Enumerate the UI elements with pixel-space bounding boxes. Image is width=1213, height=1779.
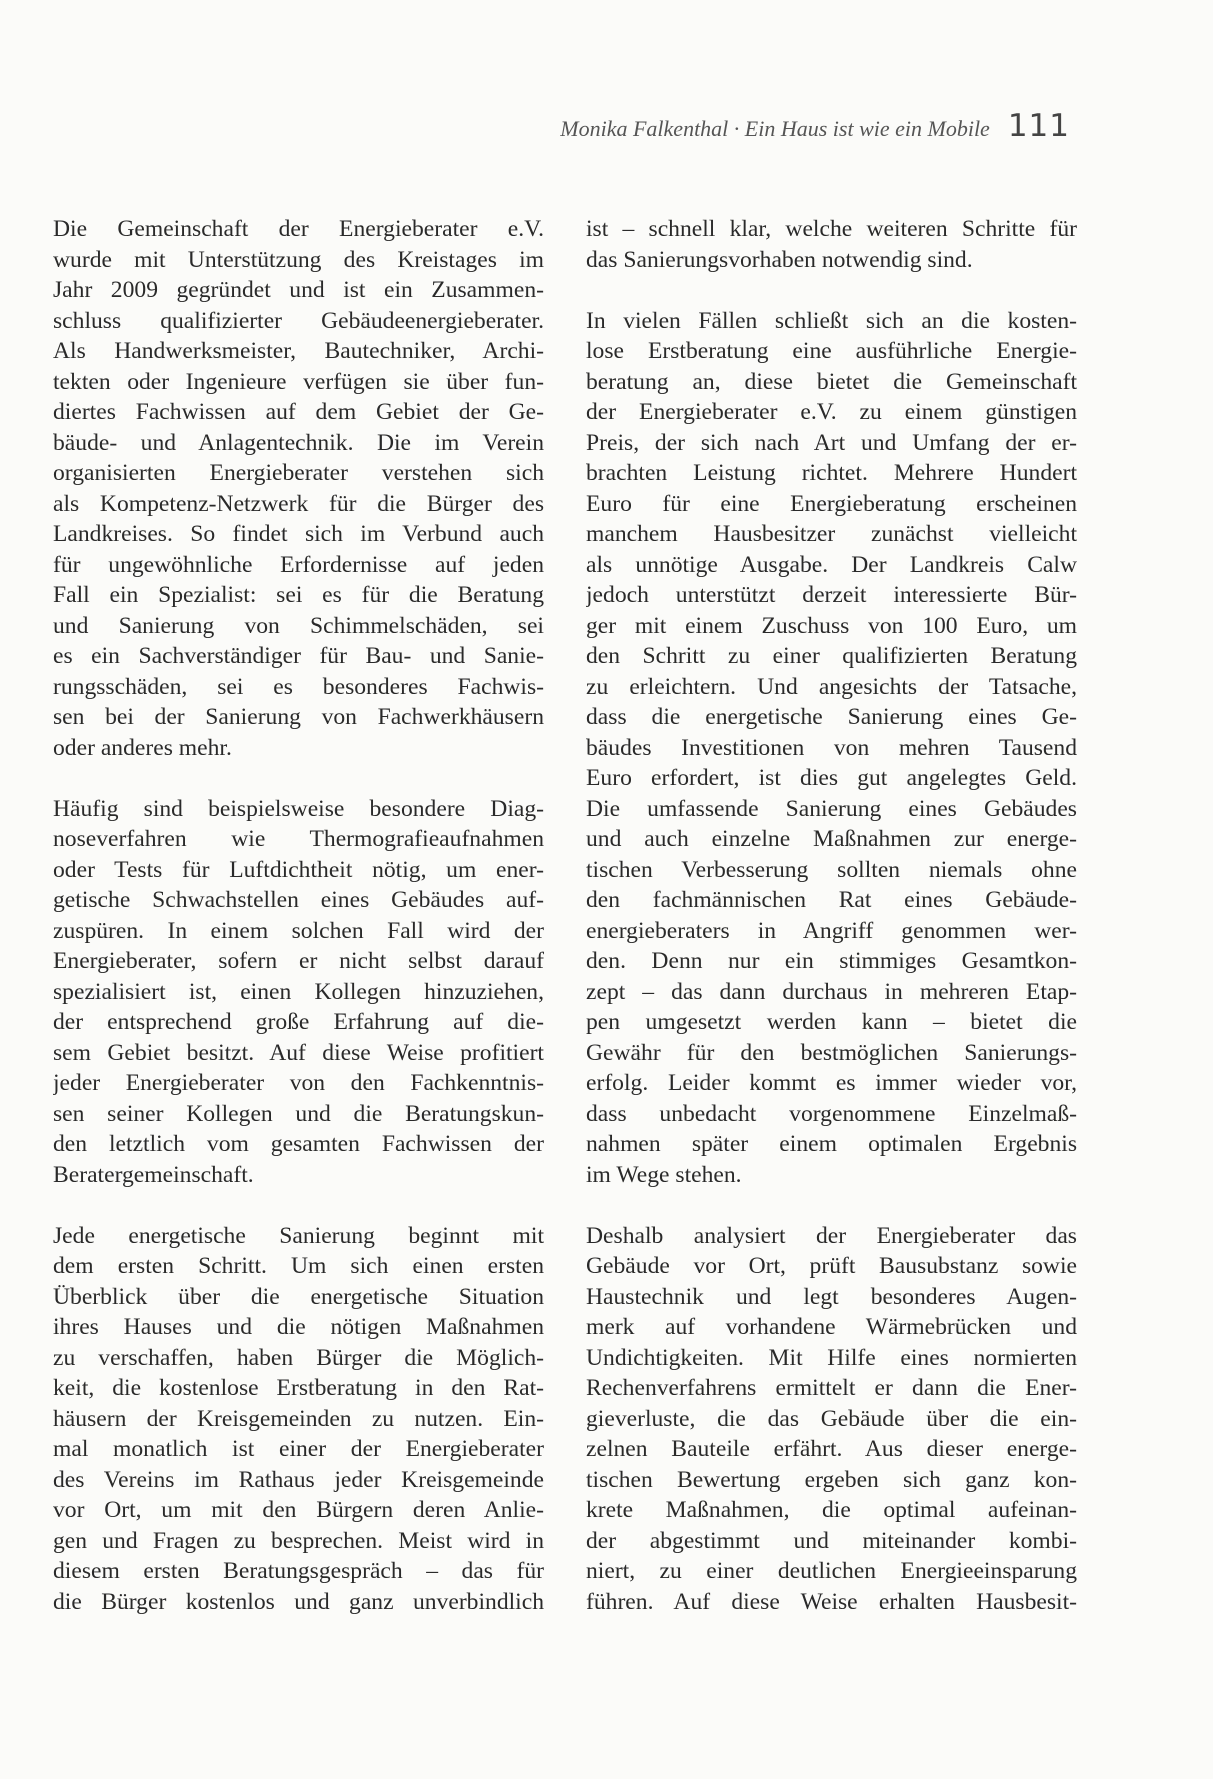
text-line: Gebäude vor Ort, prüft Bausubstanz sowie bbox=[586, 1253, 1077, 1279]
text-line: oder Tests für Luftdichtheit nötig, um ener- bbox=[53, 856, 544, 883]
text-line: im Wege stehen. bbox=[586, 1161, 742, 1188]
text-line: mal monatlich ist einer der Energieberater bbox=[53, 1436, 544, 1462]
paragraph bbox=[53, 794, 544, 1191]
text-line: Jahr 2009 gegründet und ist ein Zusammen- bbox=[53, 277, 544, 303]
text-line: Energieberater, sofern er nicht selbst darauf bbox=[53, 948, 544, 974]
text-line: gen und Fragen zu besprechen. Meist wird in bbox=[53, 1527, 544, 1554]
text-line: energieberaters in Angriff genommen wer- bbox=[586, 917, 1077, 944]
text-line: In vielen Fällen schließt sich an die kosten- bbox=[586, 307, 1077, 334]
page-header bbox=[560, 108, 1070, 144]
text-line: Häufig sind beispielsweise besondere Diag- bbox=[53, 795, 544, 822]
text-line: die Bürger kostenlos und ganz unverbindlich bbox=[53, 1588, 544, 1615]
text-line: gieverluste, die das Gebäude über die ein- bbox=[586, 1405, 1077, 1432]
text-line: erfolg. Leider kommt es immer wieder vor, bbox=[586, 1070, 1077, 1096]
page-number: 111 bbox=[1007, 108, 1070, 144]
text-line: getische Schwachstellen eines Gebäudes auf- bbox=[53, 887, 544, 913]
text-line: noseverfahren wie Thermografieaufnahmen bbox=[53, 826, 544, 852]
text-line: Überblick über die energetische Situation bbox=[53, 1283, 544, 1310]
text-line: niert, zu einer deutlichen Energieeinsparung bbox=[586, 1558, 1077, 1584]
text-line: Euro für eine Energieberatung erscheinen bbox=[586, 490, 1077, 517]
text-line: der abgestimmt und miteinander kombi- bbox=[586, 1527, 1077, 1554]
text-line: Die umfassende Sanierung eines Gebäudes bbox=[586, 795, 1077, 822]
text-line: spezialisiert ist, einen Kollegen hinzuziehen, bbox=[53, 978, 544, 1005]
text-line: Rechenverfahrens ermittelt er dann die Ener- bbox=[586, 1375, 1077, 1401]
text-line: krete Maßnahmen, die optimal aufeinan- bbox=[586, 1497, 1077, 1523]
text-line: den Schritt zu einer qualifizierten Beratung bbox=[586, 643, 1077, 669]
text-line: Landkreises. So findet sich im Verbund auch bbox=[53, 521, 544, 547]
text-line: tischen Verbesserung sollten niemals ohne bbox=[586, 856, 1077, 883]
paragraph-gap bbox=[586, 1190, 1077, 1221]
text-line: ihres Hauses und die nötigen Maßnahmen bbox=[53, 1314, 544, 1340]
text-line: Preis, der sich nach Art und Umfang der er- bbox=[586, 429, 1077, 456]
text-line: Als Handwerksmeister, Bautechniker, Archi- bbox=[53, 338, 544, 364]
text-line: jedoch unterstützt derzeit interessierte Bür- bbox=[586, 582, 1077, 608]
text-line: sem Gebiet besitzt. Auf diese Weise profitiert bbox=[53, 1039, 544, 1066]
paragraph bbox=[53, 1221, 544, 1618]
text-line: beratung an, diese bietet die Gemeinschaft bbox=[586, 368, 1077, 395]
text-line: Jede energetische Sanierung beginnt mit bbox=[53, 1222, 544, 1249]
paragraph bbox=[586, 306, 1077, 1191]
text-line: wurde mit Unterstützung des Kreistages im bbox=[53, 246, 544, 273]
text-line: zuspüren. In einem solchen Fall wird der bbox=[53, 917, 544, 944]
text-line: zu erleichtern. Und angesichts der Tatsache, bbox=[586, 673, 1077, 700]
text-line: tischen Bewertung ergeben sich ganz kon- bbox=[586, 1466, 1077, 1493]
text-line: organisierten Energieberater verstehen sich bbox=[53, 460, 544, 486]
paragraph-gap bbox=[586, 275, 1077, 306]
text-line: Deshalb analysiert der Energieberater das bbox=[586, 1222, 1077, 1249]
text-line: dass die energetische Sanierung eines Ge- bbox=[586, 704, 1077, 730]
text-line: als Kompetenz-Netzwerk für die Bürger des bbox=[53, 490, 544, 517]
paragraph bbox=[586, 214, 1077, 275]
paragraph bbox=[586, 1221, 1077, 1618]
text-line: dem ersten Schritt. Um sich einen ersten bbox=[53, 1253, 544, 1279]
right-column bbox=[586, 214, 1077, 1617]
text-line: häusern der Kreisgemeinden zu nutzen. Ein- bbox=[53, 1405, 544, 1432]
text-line: merk auf vorhandene Wärmebrücken und bbox=[586, 1314, 1077, 1340]
text-line: Gewähr für den bestmöglichen Sanierungs- bbox=[586, 1039, 1077, 1066]
text-line: der entsprechend große Erfahrung auf die- bbox=[53, 1009, 544, 1035]
text-line: den. Denn nur ein stimmiges Gesamtkon- bbox=[586, 948, 1077, 974]
text-line: Die Gemeinschaft der Energieberater e.V. bbox=[53, 216, 544, 242]
paragraph bbox=[53, 214, 544, 763]
text-line: jeder Energieberater von den Fachkenntnis- bbox=[53, 1070, 544, 1096]
text-line: zu verschaffen, haben Bürger die Möglich- bbox=[53, 1344, 544, 1371]
paragraph-gap bbox=[53, 763, 544, 794]
text-line: es ein Sachverständiger für Bau- und Sanie- bbox=[53, 643, 544, 669]
text-line: tekten oder Ingenieure verfügen sie über fun- bbox=[53, 368, 544, 395]
text-line: Beratergemeinschaft. bbox=[53, 1161, 254, 1188]
text-line: des Vereins im Rathaus jeder Kreisgemeinde bbox=[53, 1466, 544, 1493]
text-line: der Energieberater e.V. zu einem günstigen bbox=[586, 399, 1077, 425]
text-line: vor Ort, um mit den Bürgern deren Anlie- bbox=[53, 1497, 544, 1523]
running-head: Monika Falkenthal · Ein Haus ist wie ein Mobile bbox=[560, 116, 990, 141]
text-line: sen bei der Sanierung von Fachwerkhäusern bbox=[53, 704, 544, 730]
text-line: schluss qualifizierter Gebäudeenergieberater. bbox=[53, 307, 544, 334]
text-line: als unnötige Ausgabe. Der Landkreis Calw bbox=[586, 551, 1077, 578]
text-line: ist – schnell klar, welche weiteren Schritte für bbox=[586, 216, 1077, 242]
left-column bbox=[53, 214, 544, 1617]
text-line: und auch einzelne Maßnahmen zur energe- bbox=[586, 826, 1077, 852]
text-line: den fachmännischen Rat eines Gebäude- bbox=[586, 887, 1077, 913]
text-line: Haustechnik und legt besonderes Augen- bbox=[586, 1283, 1077, 1310]
text-line: dass unbedacht vorgenommene Einzelmaß- bbox=[586, 1100, 1077, 1127]
text-line: bäude- und Anlagentechnik. Die im Verein bbox=[53, 429, 544, 456]
text-line: führen. Auf diese Weise erhalten Hausbesit- bbox=[586, 1588, 1077, 1615]
text-line: diesem ersten Beratungsgespräch – das für bbox=[53, 1558, 544, 1584]
text-line: Fall ein Spezialist: sei es für die Beratung bbox=[53, 582, 544, 608]
text-line: und Sanierung von Schimmelschäden, sei bbox=[53, 612, 544, 639]
text-line: den letztlich vom gesamten Fachwissen der bbox=[53, 1131, 544, 1157]
text-line: ger mit einem Zuschuss von 100 Euro, um bbox=[586, 612, 1077, 639]
text-line: nahmen später einem optimalen Ergebnis bbox=[586, 1131, 1077, 1157]
text-line: pen umgesetzt werden kann – bietet die bbox=[586, 1009, 1077, 1035]
text-line: rungsschäden, sei es besonderes Fachwis- bbox=[53, 673, 544, 700]
text-line: keit, die kostenlose Erstberatung in den Rat- bbox=[53, 1375, 544, 1401]
text-line: Undichtigkeiten. Mit Hilfe eines normierten bbox=[586, 1344, 1077, 1371]
text-line: für ungewöhnliche Erfordernisse auf jeden bbox=[53, 551, 544, 578]
text-line: oder anderes mehr. bbox=[53, 734, 232, 761]
text-line: diertes Fachwissen auf dem Gebiet der Ge- bbox=[53, 399, 544, 425]
text-line: bäudes Investitionen von mehren Tausend bbox=[586, 734, 1077, 761]
text-line: lose Erstberatung eine ausführliche Energie- bbox=[586, 338, 1077, 364]
text-line: Euro erfordert, ist dies gut angelegtes Geld. bbox=[586, 765, 1077, 791]
text-line: zept – das dann durchaus in mehreren Etap- bbox=[586, 978, 1077, 1005]
paragraph-gap bbox=[53, 1190, 544, 1221]
text-line: manchem Hausbesitzer zunächst vielleicht bbox=[586, 521, 1077, 547]
text-line: sen seiner Kollegen und die Beratungskun- bbox=[53, 1100, 544, 1127]
text-line: zelnen Bauteile erfährt. Aus dieser energe- bbox=[586, 1436, 1077, 1462]
text-line: das Sanierungsvorhaben notwendig sind. bbox=[586, 246, 973, 273]
text-line: brachten Leistung richtet. Mehrere Hundert bbox=[586, 460, 1077, 486]
